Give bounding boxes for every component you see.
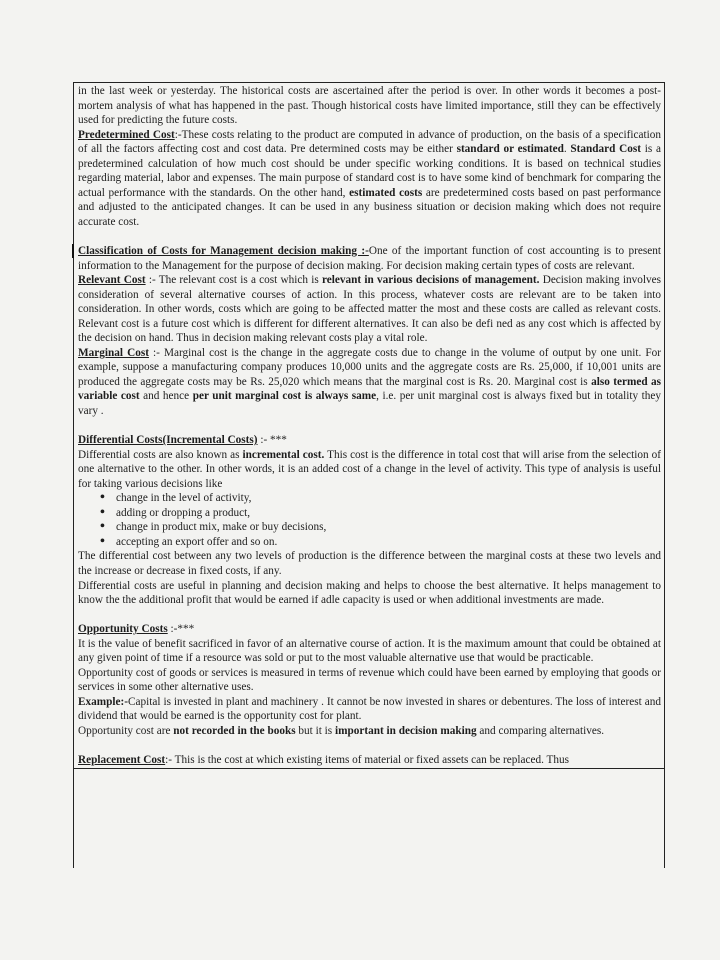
intro-paragraph: in the last week or yesterday. The historical costs are ascertained after the period is over. In other words it becomes a post-mortem analysis of what has happened in the past. Though historical costs have limited importance, still they can be effectively used for predicting the future costs. [78,85,661,127]
differential-cost-paragraph: Differential costs are also known as incremental cost. This cost is the difference in total cost that will arise from the selection of one alternative to the other. In other words, it is an added cost of a change in the level of activity. This type of analysis is useful for taking various decisions like [78,448,661,490]
predetermined-cost-heading: Predetermined Cost [78,128,175,141]
opportunity-example: Example:-Capital is invested in plant and machinery . It cannot be now invested in shares or debentures. The loss of interest and dividend that would be earned is the opportunity cost for plant. [78,695,661,723]
document-body [78,84,661,769]
example-label: Example:- [78,695,128,708]
opportunity-cost-paragraph-2: Opportunity cost of goods or services is measured in terms of revenue which could have been earned by employing that goods or services in some other alternative uses. [78,666,661,694]
differential-cost-paragraph-3: Differential costs are useful in planning and decision making and helps to choose the best alternative. It helps management to know the the additional profit that would be earned if adle capacity is used or when additional investments are made. [78,579,661,607]
list-item: • accepting an export offer and so on. [116,535,661,550]
replacement-cost-heading: Replacement Cost [78,753,166,766]
opportunity-cost-title: Opportunity Costs :-*** [78,623,195,636]
relevant-cost-heading: Relevant Cost [78,274,146,287]
document-page [73,82,665,868]
differential-cost-heading: Differential Costs(Incremental Costs) [78,434,258,447]
marginal-cost-paragraph: Marginal Cost :- Marginal cost is the change in the aggregate costs due to change in the volume of output by one unit. For example, suppose a manufacturing company produces 10,000 units and the aggregate costs are Rs. 25,000, if 10,001 units are produced the aggregate costs may be Rs. 25,020 which means that the marginal cost is Rs. 20. Marginal cost is also termed as variable cost and hence per unit marginal cost is always same, i.e. per unit marginal cost is always fixed but in totality they vary . [78,346,661,417]
opportunity-cost-paragraph-3: Opportunity cost are not recorded in the books but it is important in decision making and comparing alternatives. [78,724,605,737]
section-marker [72,244,74,258]
opportunity-cost-heading: Opportunity Costs [78,623,168,636]
classification-paragraph: Classification of Costs for Management decision making :-One of the important function of cost accounting is to present information to the Management for the purpose of decision making. For decision making certain types of costs are relevant. [78,244,661,273]
decision-list [78,491,661,549]
list-item: • change in the level of activity, [116,491,661,506]
marginal-cost-heading: Marginal Cost [78,346,149,359]
relevant-cost-paragraph: Relevant Cost :- The relevant cost is a cost which is relevant in various decisions of management. Decision making involves consideration of several alternative courses of action. In this process, whatever costs are relevant are to be taken into consideration. In other words, costs which are going to be affected matter the most and these costs are called as relevant costs. Relevant cost is a future cost which is different for different alternatives. It can also be defi ned as any cost which is affected by the decision on hand. Thus in decision making relevant costs play a vital role. [78,274,662,345]
replacement-cost-paragraph: Replacement Cost:- This is the cost at which existing items of material or fixed assets can be replaced. Thus [74,753,664,769]
differential-cost-paragraph-2: The differential cost between any two levels of production is the difference between the marginal costs at these two levels and the increase or decrease in fixed costs, if any. [78,550,661,577]
list-item: • adding or dropping a product, [116,506,661,521]
list-item: • change in product mix, make or buy decisions, [116,520,661,535]
classification-heading: Classification of Costs for Management decision making :- [78,244,369,257]
predetermined-cost-paragraph: Predetermined Cost:-These costs relating to the product are computed in advance of production, on the basis of a specification of all the factors affecting cost and cost data. Pre determined costs may be either standard or estimated. Standard Cost is a predetermined calculation of how much cost should be under specific working conditions. It is based on technical studies regarding material, labor and expenses. The main purpose of standard cost is to have some kind of benchmark for comparing the actual performance with the standards. On the other hand, estimated costs are predetermined costs based on past performance and adjusted to the anticipated changes. It can be used in any business situation or decision making which does not require accurate cost. [78,128,662,228]
differential-cost-title: Differential Costs(Incremental Costs) :- *** [78,434,287,447]
opportunity-cost-paragraph-1: It is the value of benefit sacrificed in favor of an alternative course of action. It is the maximum amount that could be obtained at any given point of time if a resource was sold or put to the most valuable alternative use that would be practicable. [78,637,661,665]
